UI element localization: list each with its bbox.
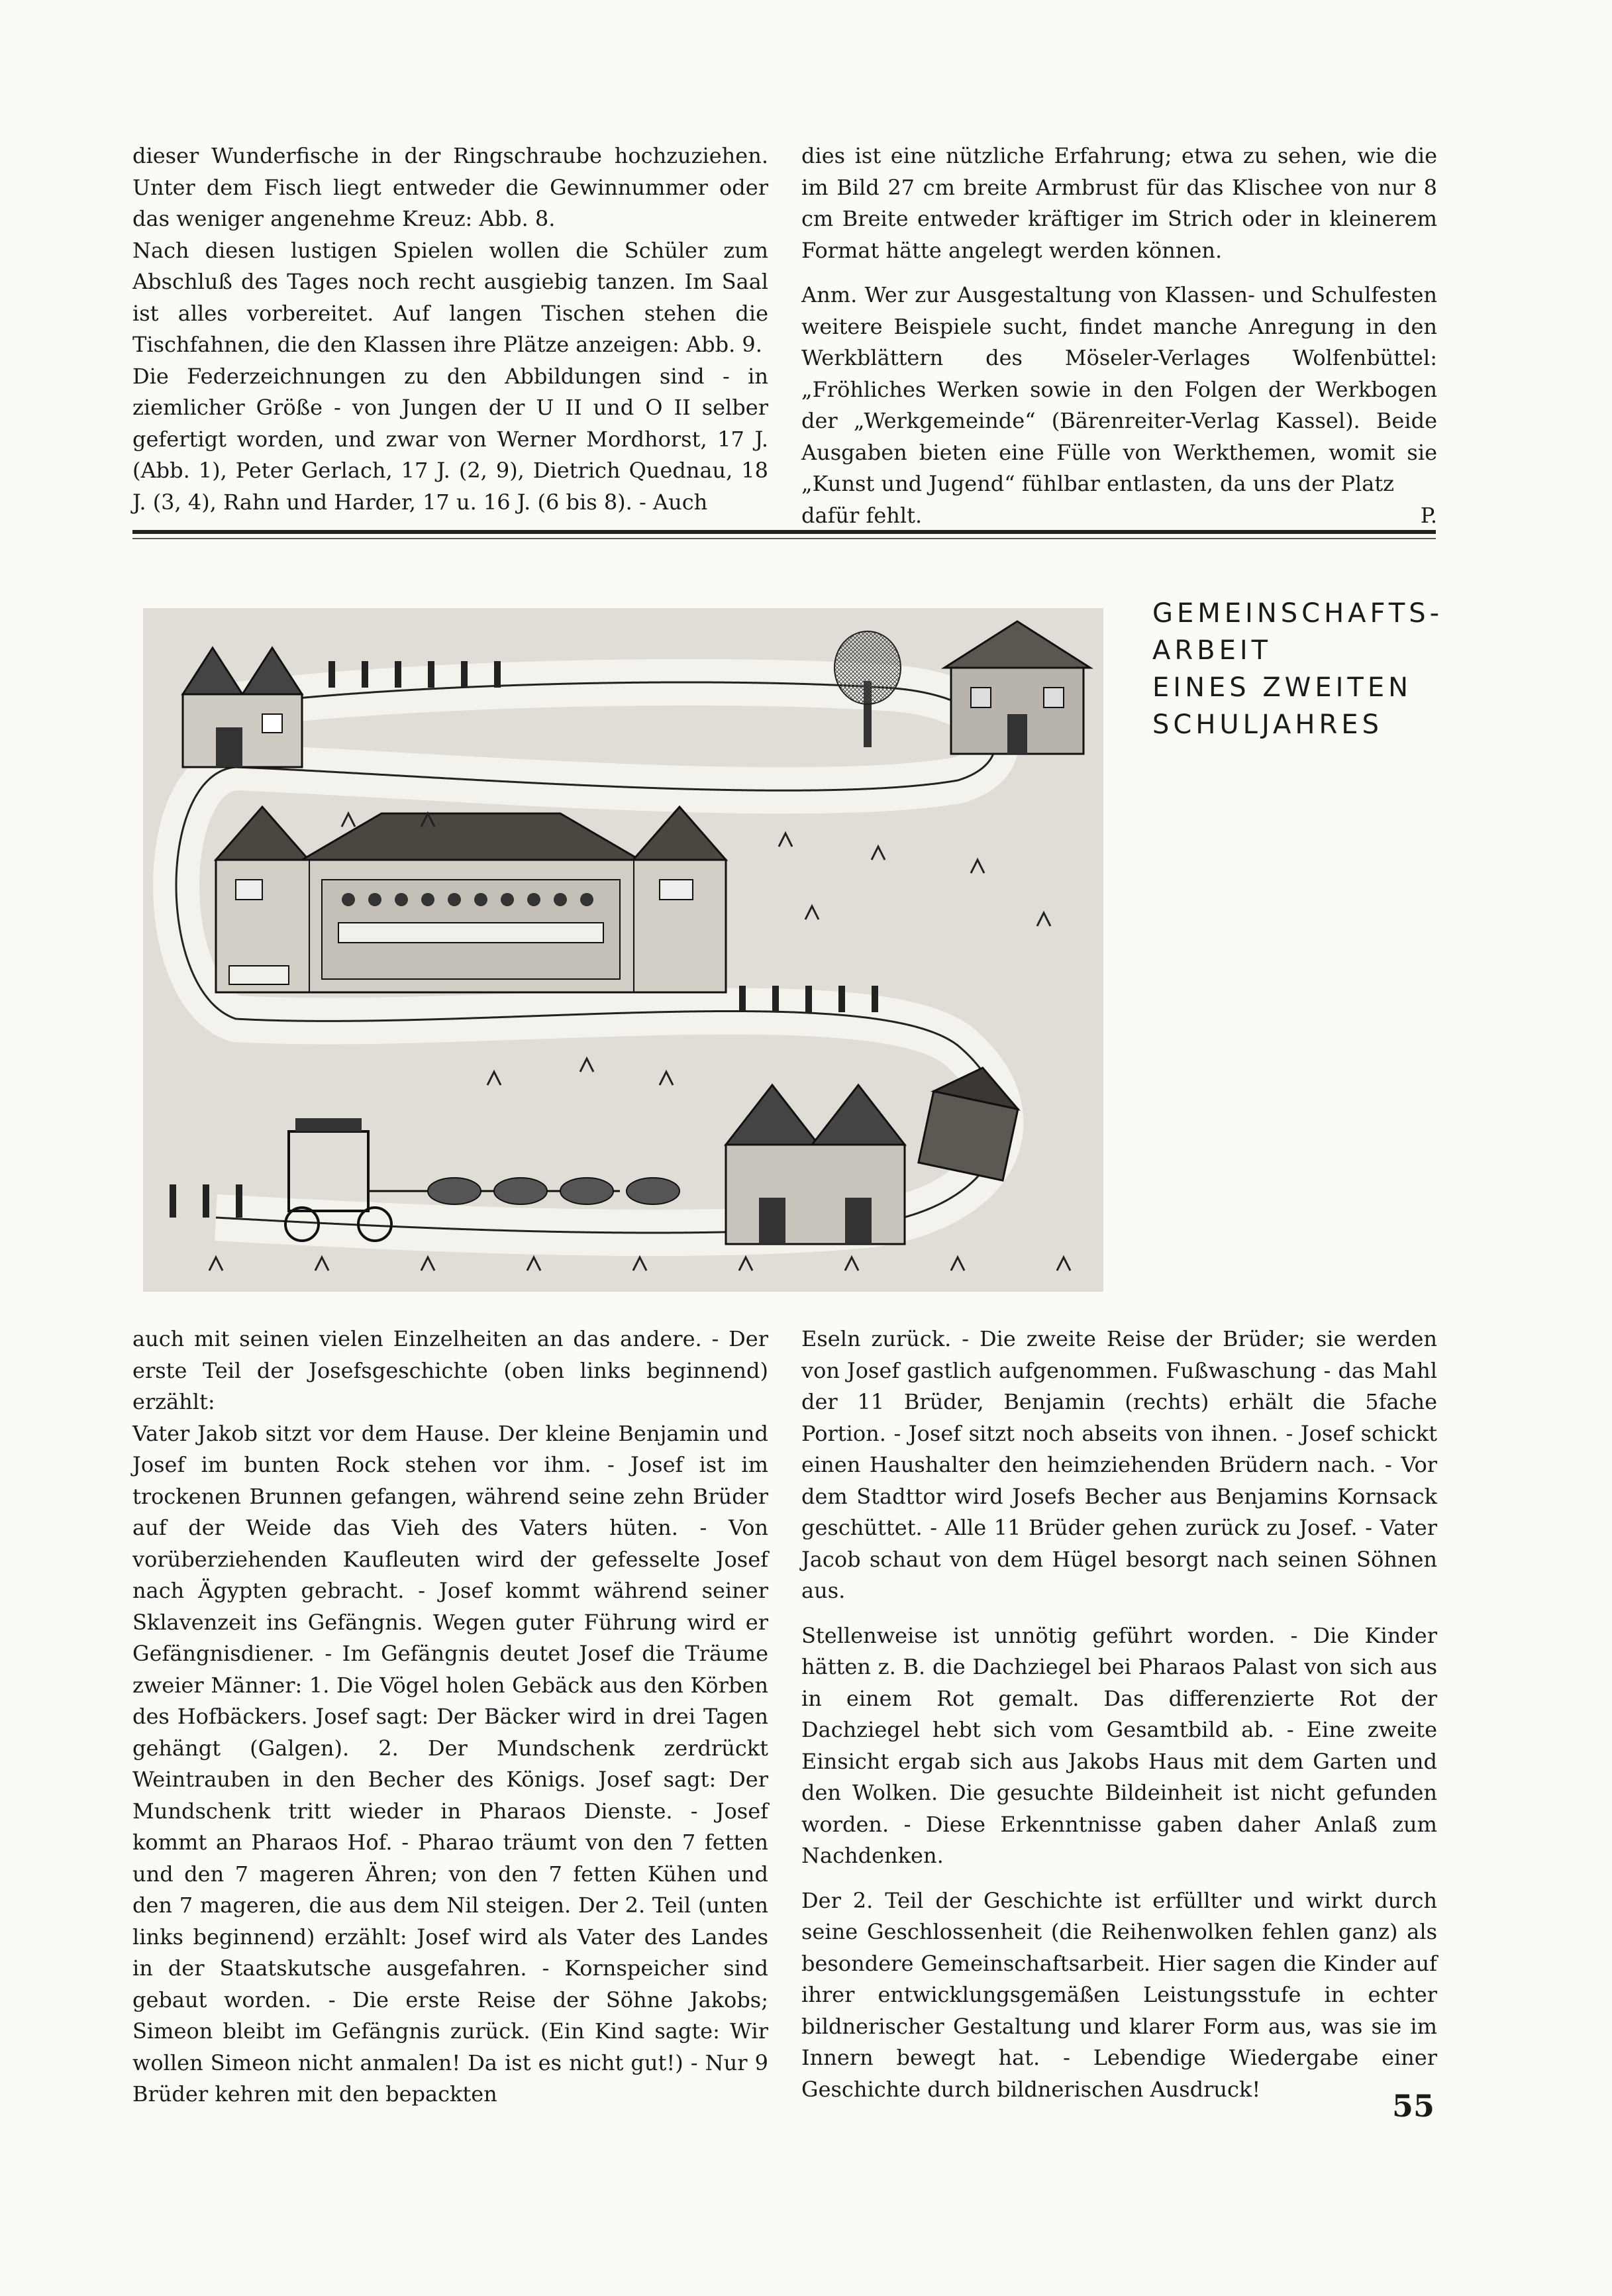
heading-line: SCHULJAHRES <box>1152 709 1383 740</box>
paragraph: Nach diesen lustigen Spielen wollen die Schüler zum Abschluß des Tages noch recht ausgiebig tanzen. Im Saal ist alles vorbereitet. Auf langen Tischen stehen die Tischfahnen, die den Klassen ihre Plätze anzeigen: Abb. 9. <box>132 237 768 357</box>
author-signature: P. <box>1420 502 1437 528</box>
page-number: 55 <box>1391 2088 1435 2124</box>
section-divider <box>132 530 1436 534</box>
heading-line: EINES ZWEITEN <box>1152 672 1413 703</box>
paragraph: Stellenweise ist unnötig geführt worden. - Die Kinder hätten z. B. die Dachziegel bei Pharaos Palast von sich aus in einem Rot gemalt. Das differenzierte Rot der Dachziegel hebt sich vom Gesamtbild ab. - Eine zweite Einsicht ergab sich aus Jakobs Haus mit dem Garten und den Wolken. Die gesuchte Bildeinheit ist nicht gefunden worden. - Diese Erkenntnisse gaben daher Anlaß zum Nachdenken. <box>801 1622 1437 1868</box>
heading-line: GEMEINSCHAFTS- <box>1152 598 1444 629</box>
closing-text: dafür fehlt. <box>801 502 923 528</box>
paragraph: Der 2. Teil der Geschichte ist erfüllter und wirkt durch seine Geschlossenheit (die Reihenwolken fehlen ganz) als besondere Gemeinschaftsarbeit. Hier sagen die Kinder auf ihrer entwicklungsgemäßen Leistungsstufe in echter bildnerischer Gestaltung und klarer Form aus, was sie im Innern bewegt hat. - Lebendige Wiedergabe einer Geschichte durch bildnerischen Ausdruck! <box>801 1887 1437 2102</box>
top-right-column <box>801 140 1437 531</box>
childrens-drawing-illustration <box>143 608 1103 1292</box>
paragraph: dieser Wunderfische in der Ringschraube hochzuziehen. Unter dem Fisch liegt entweder die Gewinnummer oder das weniger angenehme Kreuz: Abb. 8. <box>132 143 768 231</box>
closing-line <box>801 500 1437 532</box>
paragraph: Anm. Wer zur Ausgestaltung von Klassen- und Schulfesten weitere Beispiele sucht, findet manche Anregung in den Werkblättern des Möseler-Verlages Wolfenbüttel: „Fröhliches Werken sowie in den Folgen der Werkbogen der „Werkgemeinde“ (Bärenreiter-Verlag Kassel). Beide Ausgaben bieten eine Fülle von Werkthemen, womit sie „Kunst und Jugend“ fühlbar entlasten, da uns der Platz <box>801 282 1437 496</box>
illustration-heading <box>1152 595 1457 743</box>
paragraph: dies ist eine nützliche Erfahrung; etwa zu sehen, wie die im Bild 27 cm breite Armbrust für das Klischee von nur 8 cm Breite entweder kräftiger im Strich oder in kleinerem Format hätte angelegt werden können. <box>801 143 1437 263</box>
heading-line: ARBEIT <box>1152 635 1272 666</box>
bottom-right-column <box>801 1324 1437 2105</box>
paragraph: Die Federzeichnungen zu den Abbildungen sind - in ziemlicher Größe - von Jungen der U II und O II selber gefertigt worden, und zwar von Werner Mordhorst, 17 J. (Abb. 1), Peter Gerlach, 17 J. (2, 9), Dietrich Quednau, 18 J. (3, 4), Rahn und Harder, 17 u. 16 J. (6 bis 8). - Auch <box>132 363 768 515</box>
top-left-column <box>132 140 768 518</box>
bottom-left-column <box>132 1324 768 2111</box>
paragraph: Eseln zurück. - Die zweite Reise der Brüder; sie werden von Josef gastlich aufgenommen. Fußwaschung - das Mahl der 11 Brüder, Benjamin (rechts) erhält die 5fache Portion. - Josef sitzt noch abseits von ihnen. - Josef schickt einen Haushalter den heimziehenden Brüdern nach. - Vor dem Stadttor wird Josefs Becher aus Benjamins Kornsack geschüttet. - Alle 11 Brüder gehen zurück zu Josef. - Vater Jacob schaut von dem Hügel besorgt nach seinen Söhnen aus. <box>801 1326 1437 1603</box>
paragraph: auch mit seinen vielen Einzelheiten an das andere. - Der erste Teil der Josefsgeschichte (oben links beginnend) erzählt: <box>132 1326 768 1414</box>
paragraph: Vater Jakob sitzt vor dem Hause. Der kleine Benjamin und Josef im bunten Rock stehen vor ihm. - Josef ist im trockenen Brunnen gefangen, während seine zehn Brüder auf der Weide das Vieh des Vaters hüten. - Von vorüberziehenden Kaufleuten wird der gefesselte Josef nach Ägypten gebracht. - Josef kommt während seiner Sklavenzeit ins Gefängnis. Wegen guter Führung wird er Gefängnisdiener. - Im Gefängnis deutet Josef die Träume zweier Männer: 1. Die Vögel holen Gebäck aus den Körben des Hofbäckers. Josef sagt: Der Bäcker wird in drei Tagen gehängt (Galgen). 2. Der Mundschenk zerdrückt Weintrauben in den Becher des Königs. Josef sagt: Der Mundschenk tritt wieder in Pharaos Dienste. - Josef kommt an Pharaos Hof. - Pharao träumt von den 7 fetten und den 7 mageren Ähren; von den 7 fetten Kühen und den 7 mageren, die aus dem Nil steigen. Der 2. Teil (unten links beginnend) erzählt: Josef wird als Vater des Landes in der Staatskutsche ausgefahren. - Kornspeicher sind gebaut worden. - Die erste Reise der Söhne Jakobs; Simeon bleibt im Gefängnis zurück. (Ein Kind sagte: Wir wollen Simeon nicht anmalen! Da ist es nicht gut!) - Nur 9 Brüder kehren mit den bepackten <box>132 1420 768 2107</box>
section-divider-thin <box>132 538 1436 539</box>
